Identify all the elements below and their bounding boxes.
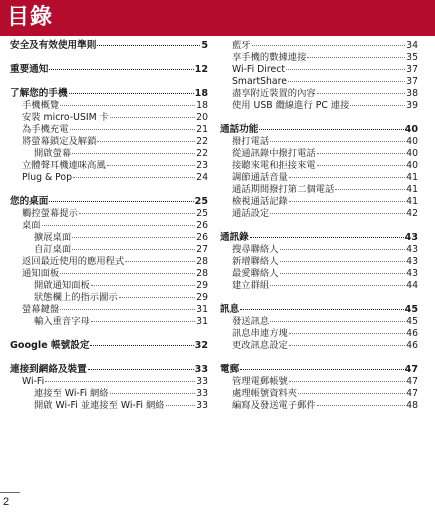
toc-entry-page: 22: [196, 148, 208, 159]
toc-entry-label: 您的桌面: [10, 196, 49, 207]
toc-entry-page: 32: [194, 340, 208, 351]
toc-entry[interactable]: [220, 40, 418, 52]
toc-entry-label: 處理帳號資料夾: [232, 388, 298, 399]
toc-entry-page: 40: [406, 136, 418, 147]
toc-leader-dots: [288, 81, 405, 82]
toc-entry-page: 41: [406, 196, 418, 207]
toc-leader-dots: [60, 309, 195, 310]
toc-entry-page: 43: [406, 244, 418, 255]
toc-entry-page: 40: [404, 124, 418, 135]
toc-entry-label: 訊息: [220, 304, 240, 315]
toc-leader-dots: [240, 369, 403, 370]
toc-entry-label: 盡享附近裝置的內容: [232, 88, 316, 99]
toc-entry[interactable]: [10, 376, 208, 388]
toc-leader-dots: [107, 165, 195, 166]
toc-section-entry[interactable]: [220, 364, 418, 376]
toc-entry-page: 29: [196, 292, 208, 303]
toc-entry[interactable]: [220, 268, 418, 280]
toc-leader-dots: [97, 141, 195, 142]
toc-entry-page: 37: [406, 76, 418, 87]
toc-leader-dots: [307, 57, 405, 58]
toc-section-entry[interactable]: [10, 340, 208, 352]
toc-leader-dots: [259, 129, 403, 130]
toc-entry-label: 重要通知: [10, 64, 49, 75]
toc-entry-page: 24: [196, 172, 208, 183]
toc-entry-label: 了解您的手機: [10, 88, 68, 99]
toc-leader-dots: [125, 261, 195, 262]
toc-entry-label: 建立群組: [232, 280, 270, 291]
toc-leader-dots: [289, 201, 405, 202]
toc-entry-page: 26: [196, 232, 208, 243]
toc-entry-page: 20: [196, 112, 208, 123]
toc-entry-page: 25: [194, 196, 208, 207]
toc-leader-dots: [250, 237, 404, 238]
toc-leader-dots: [72, 249, 195, 250]
toc-entry-label: 通訊錄: [220, 232, 249, 243]
toc-entry-page: 46: [406, 340, 418, 351]
toc-entry[interactable]: [220, 136, 418, 148]
toc-entry-page: 41: [406, 172, 418, 183]
toc-leader-dots: [73, 177, 195, 178]
toc-entry-page: 22: [196, 136, 208, 147]
toc-entry-label: 管理電郵帳號: [232, 376, 288, 387]
toc-leader-dots: [286, 69, 405, 70]
toc-leader-dots: [289, 177, 405, 178]
toc-leader-dots: [91, 285, 195, 286]
toc-entry[interactable]: [220, 160, 418, 172]
toc-entry[interactable]: [10, 256, 208, 268]
toc-entry[interactable]: [10, 124, 208, 136]
toc-leader-dots: [280, 261, 406, 262]
toc-entry-label: 新增聯絡人: [232, 256, 279, 267]
toc-entry-label: 編寫及發送電子郵件: [232, 400, 316, 411]
toc-entry-label: 安裝 micro-USIM 卡: [22, 112, 109, 123]
toc-leader-dots: [335, 189, 405, 190]
toc-entry[interactable]: [10, 280, 208, 292]
toc-section-entry[interactable]: [10, 364, 208, 376]
toc-leader-dots: [270, 285, 405, 286]
toc-entry-label: 擴展桌面: [34, 232, 72, 243]
toc-section-entry[interactable]: [220, 232, 418, 244]
toc-entry-label: Wi-Fi: [22, 376, 45, 387]
toc-leader-dots: [97, 45, 200, 46]
toc-entry-page: 33: [196, 388, 208, 399]
toc-entry-label: 享手機的數據連接: [232, 52, 307, 63]
toc-entry-page: 39: [406, 100, 418, 111]
toc-section-entry[interactable]: [220, 124, 418, 136]
toc-entry-label: 使用 USB 纜線進行 PC 連接: [232, 100, 350, 111]
toc-entry[interactable]: [220, 280, 418, 292]
toc-entry-page: 37: [406, 64, 418, 75]
toc-leader-dots: [60, 273, 195, 274]
toc-entry-page: 25: [196, 208, 208, 219]
toc-entry-page: 28: [196, 268, 208, 279]
toc-entry-label: 通知面板: [22, 268, 60, 279]
toc-leader-dots: [289, 333, 405, 334]
toc-entry-label: SmartShare: [232, 76, 287, 87]
toc-entry-label: 通話期間撥打第二個電話: [232, 184, 335, 195]
toc-leader-dots: [72, 153, 195, 154]
toc-leader-dots: [298, 393, 405, 394]
toc-leader-dots: [110, 117, 195, 118]
toc-entry[interactable]: [10, 136, 208, 148]
toc-entry-label: 手機概覽: [22, 100, 60, 111]
toc-column-right: [220, 40, 418, 412]
toc-entry[interactable]: [10, 316, 208, 328]
page-number-rule: [0, 492, 20, 493]
toc-entry-label: 調節通話音量: [232, 172, 288, 183]
toc-entry-label: 撥打電話: [232, 136, 270, 147]
toc-entry-page: 33: [196, 376, 208, 387]
toc-entry-label: 訊息串連方塊: [232, 328, 288, 339]
toc-entry[interactable]: [220, 196, 418, 208]
toc-leader-dots: [49, 201, 193, 202]
toc-entry-label: 通話功能: [220, 124, 259, 135]
toc-leader-dots: [289, 381, 405, 382]
toc-entry-page: 48: [406, 400, 418, 411]
toc-entry-label: 發送訊息: [232, 316, 270, 327]
toc-entry-page: 38: [406, 88, 418, 99]
toc-leader-dots: [270, 141, 405, 142]
toc-leader-dots: [70, 129, 196, 130]
toc-entry-label: 通話設定: [232, 208, 270, 219]
toc-entry[interactable]: [10, 388, 208, 400]
toc-entry[interactable]: [10, 100, 208, 112]
toc-entry-label: 從通訊錄中撥打電話: [232, 148, 316, 159]
toc-entry-label: 藍牙: [232, 40, 251, 51]
toc-entry-page: 12: [194, 64, 208, 75]
toc-entry[interactable]: [10, 268, 208, 280]
toc-entry[interactable]: [10, 232, 208, 244]
toc-entry-label: 開啟螢幕: [34, 148, 72, 159]
toc-leader-dots: [90, 345, 193, 346]
toc-entry-page: 18: [196, 100, 208, 111]
toc-entry-page: 31: [196, 304, 208, 315]
toc-entry-label: 最愛聯絡人: [232, 268, 279, 279]
toc-entry-label: Wi-Fi Direct: [232, 64, 285, 75]
toc-entry-page: 35: [406, 52, 418, 63]
toc-section-entry[interactable]: [220, 304, 418, 316]
toc-leader-dots: [69, 93, 194, 94]
toc-entry-page: 28: [196, 256, 208, 267]
toc-entry-page: 47: [406, 388, 418, 399]
page-title: 目錄: [7, 5, 54, 30]
toc-leader-dots: [45, 381, 195, 382]
toc-entry[interactable]: [220, 64, 418, 76]
toc-leader-dots: [240, 309, 403, 310]
toc-entry[interactable]: [220, 376, 418, 388]
toc-entry-label: 自訂桌面: [34, 244, 72, 255]
toc-entry[interactable]: [220, 316, 418, 328]
toc-entry-label: 連接至 Wi-Fi 網絡: [34, 388, 109, 399]
toc-entry-page: 45: [404, 304, 418, 315]
toc-entry-label: 為手機充電: [22, 124, 69, 135]
toc-leader-dots: [252, 45, 406, 46]
toc-entry-page: 18: [194, 88, 208, 99]
toc-column-left: [10, 40, 208, 412]
toc-entry-label: 狀態欄上的指示圖示: [34, 292, 118, 303]
toc-entry[interactable]: [220, 208, 418, 220]
toc-entry-label: 螢幕鍵盤: [22, 304, 60, 315]
toc-entry-label: Plug & Pop: [22, 172, 73, 183]
toc-entry[interactable]: [10, 292, 208, 304]
toc-entry-page: 41: [406, 184, 418, 195]
toc-entry[interactable]: [10, 220, 208, 232]
toc-leader-dots: [280, 249, 406, 250]
toc-entry-label: 輸入重音字母: [34, 316, 90, 327]
toc-entry-page: 33: [194, 364, 208, 375]
toc-leader-dots: [317, 93, 405, 94]
toc-entry-page: 43: [404, 232, 418, 243]
toc-leader-dots: [79, 213, 195, 214]
page-number: 2: [3, 496, 10, 508]
toc-entry-label: 返回最近使用的應用程式: [22, 256, 125, 267]
toc-entry[interactable]: [220, 100, 418, 112]
toc-leader-dots: [270, 321, 405, 322]
toc-leader-dots: [60, 105, 195, 106]
toc-entry-page: 45: [406, 316, 418, 327]
toc-entry-page: 26: [196, 220, 208, 231]
toc-entry-label: 更改訊息設定: [232, 340, 288, 351]
toc-entry[interactable]: [10, 208, 208, 220]
toc-entry[interactable]: [220, 52, 418, 64]
toc-entry-label: 桌面: [22, 220, 41, 231]
toc-leader-dots: [317, 405, 405, 406]
toc-entry[interactable]: [10, 148, 208, 160]
toc-leader-dots: [289, 345, 405, 346]
toc-leader-dots: [49, 69, 193, 70]
toc-leader-dots: [280, 273, 406, 274]
toc-entry-label: Google 帳號設定: [10, 340, 90, 351]
toc-entry-page: 21: [196, 124, 208, 135]
toc-entry[interactable]: [10, 160, 208, 172]
toc-section-entry[interactable]: [10, 196, 208, 208]
title-bar: [0, 0, 435, 36]
toc-leader-dots: [88, 369, 194, 370]
toc-leader-dots: [42, 225, 196, 226]
toc-leader-dots: [110, 393, 196, 394]
toc-entry[interactable]: [220, 172, 418, 184]
toc-leader-dots: [91, 321, 195, 322]
toc-entry-page: 33: [196, 400, 208, 411]
toc-entry[interactable]: [220, 388, 418, 400]
toc-entry-label: 接聽來電和拒接來電: [232, 160, 316, 171]
toc-entry-page: 34: [406, 40, 418, 51]
toc-entry-label: 安全及有效使用準則: [10, 40, 97, 51]
toc-entry-page: 43: [406, 256, 418, 267]
toc-leader-dots: [119, 297, 195, 298]
toc-entry-label: 檢視通話記錄: [232, 196, 288, 207]
toc-entry[interactable]: [220, 76, 418, 88]
toc-entry-page: 46: [406, 328, 418, 339]
toc-entry-page: 40: [406, 160, 418, 171]
toc-leader-dots: [317, 165, 405, 166]
toc-entry-label: 開啟通知面板: [34, 280, 90, 291]
toc-section-entry[interactable]: [10, 64, 208, 76]
toc-entry-page: 5: [201, 40, 208, 51]
toc-section-entry[interactable]: [10, 88, 208, 100]
toc-entry-page: 47: [404, 364, 418, 375]
toc-entry[interactable]: [220, 184, 418, 196]
toc-entry[interactable]: [10, 172, 208, 184]
toc-leader-dots: [270, 213, 405, 214]
toc-leader-dots: [166, 405, 196, 406]
toc-entry-label: 電郵: [220, 364, 240, 375]
toc-entry[interactable]: [10, 304, 208, 316]
toc-entry[interactable]: [220, 340, 418, 352]
toc-entry[interactable]: [220, 88, 418, 100]
toc-entry[interactable]: [220, 244, 418, 256]
toc-entry-label: 立體聲耳機連咪高風: [22, 160, 106, 171]
toc-entry-page: 47: [406, 376, 418, 387]
toc-entry[interactable]: [10, 244, 208, 256]
toc-entry[interactable]: [10, 400, 208, 412]
toc-entry-page: 31: [196, 316, 208, 327]
toc-entry-label: 觸控螢幕提示: [22, 208, 78, 219]
toc-entry-page: 43: [406, 268, 418, 279]
toc-entry-page: 27: [196, 244, 208, 255]
toc-entry-label: 開啟 Wi-Fi 並連接至 Wi-Fi 網絡: [34, 400, 165, 411]
toc-entry[interactable]: [220, 148, 418, 160]
toc-leader-dots: [350, 105, 405, 106]
toc-leader-dots: [72, 237, 195, 238]
toc-entry-label: 搜尋聯絡人: [232, 244, 279, 255]
toc-entry[interactable]: [10, 112, 208, 124]
toc-entry[interactable]: [220, 256, 418, 268]
toc-entry-page: 23: [196, 160, 208, 171]
toc-entry-page: 29: [196, 280, 208, 291]
toc-entry[interactable]: [220, 400, 418, 412]
toc-entry-page: 42: [406, 208, 418, 219]
toc-section-entry[interactable]: [10, 40, 208, 52]
toc-entry-label: 將螢幕鎖定及解鎖: [22, 136, 97, 147]
toc-entry-label: 連接到網絡及裝置: [10, 364, 87, 375]
toc-entry[interactable]: [220, 328, 418, 340]
toc-leader-dots: [317, 153, 405, 154]
toc-entry-page: 40: [406, 148, 418, 159]
toc-entry-page: 44: [406, 280, 418, 291]
